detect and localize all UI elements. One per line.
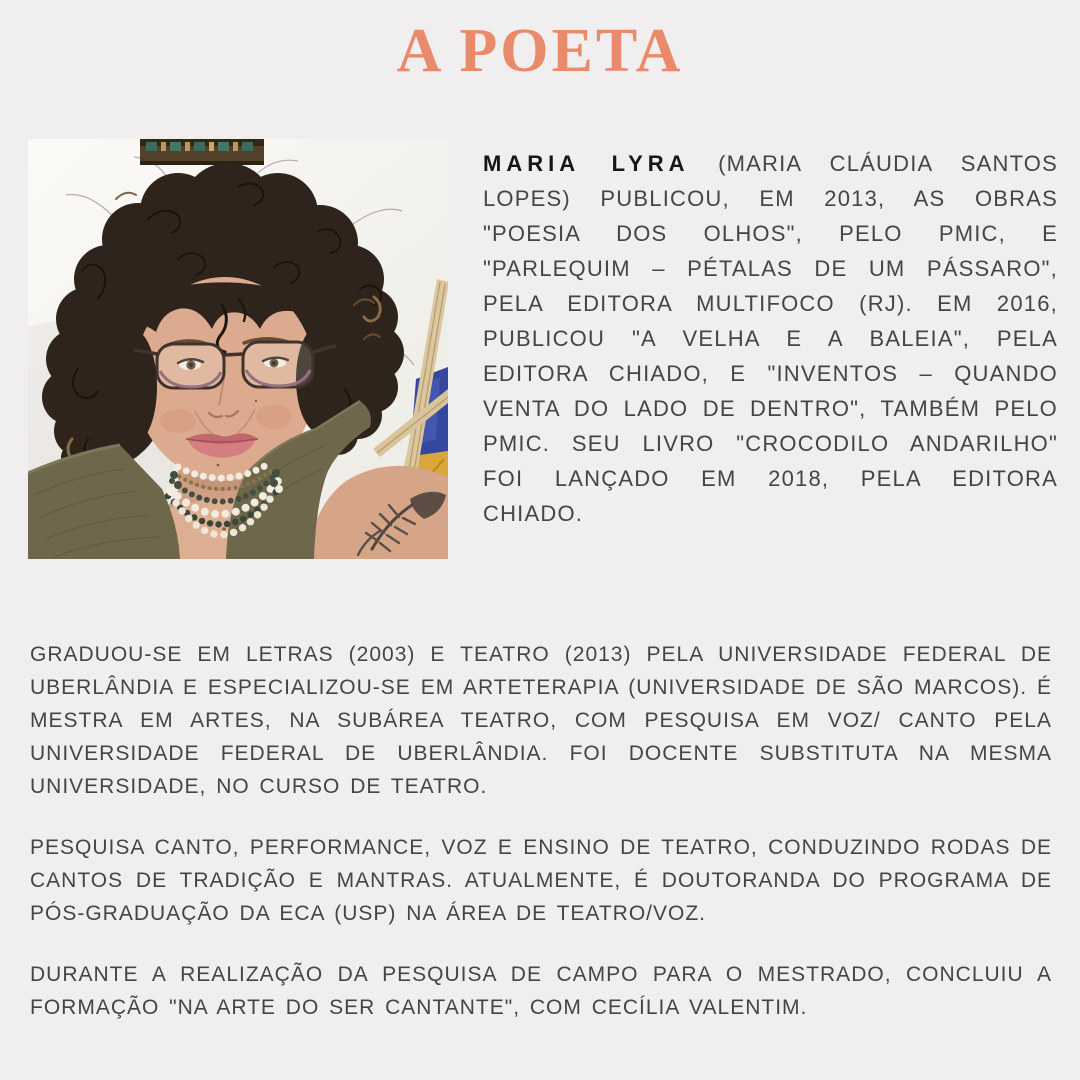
details-section xyxy=(30,638,1052,1052)
paragraph-training: DURANTE A REALIZAÇÃO DA PESQUISA DE CAMPO PARA O MESTRADO, CONCLUIU A FORMAÇÃO "NA ARTE DO SER CANTANTE", COM CECÍLIA VALENTIM. xyxy=(30,963,1052,1019)
paragraph-research: PESQUISA CANTO, PERFORMANCE, VOZ E ENSINO DE TEATRO, CONDUZINDO RODAS DE CANTOS DE TRADIÇÃO E MANTRAS. ATUALMENTE, É DOUTORANDA DO PROGRAMA DE PÓS-GRADUAÇÃO DA ECA (USP) NA ÁREA DE TEATRO/VOZ. xyxy=(30,836,1052,925)
person-name: MARIA LYRA xyxy=(483,151,690,176)
bio-paragraph xyxy=(483,146,1058,531)
wall-frame xyxy=(140,139,264,165)
bio-text: (MARIA CLÁUDIA SANTOS LOPES) PUBLICOU, EM 2013, AS OBRAS "POESIA DOS OLHOS", PELO PMIC, E "PARLEQUIM – PÉTALAS DE UM PÁSSARO", PELA EDITORA MULTIFOCO (RJ). EM 2016, PUBLICOU "A VELHA E A BALEIA", PELA EDITORA CHIADO, E "INVENTOS – QUANDO VENTA DO LADO DE DENTRO", TAMBÉM PELO PMIC. SEU LIVRO "CROCODILO ANDARILHO" FOI LANÇADO EM 2018, PELA EDITORA CHIADO. xyxy=(483,151,1058,526)
paragraph-education: GRADUOU-SE EM LETRAS (2003) E TEATRO (2013) PELA UNIVERSIDADE FEDERAL DE UBERLÂNDIA E ESPECIALIZOU-SE EM ARTETERAPIA (UNIVERSIDADE DE SÃO MARCOS). É MESTRA EM ARTES, NA SUBÁREA TEATRO, COM PESQUISA EM VOZ/ CANTO PELA UNIVERSIDADE FEDERAL DE UBERLÂNDIA. FOI DOCENTE SUBSTITUTA NA MESMA UNIVERSIDADE, NO CURSO DE TEATRO. xyxy=(30,643,1052,798)
page-title: A POETA xyxy=(396,17,684,85)
portrait-photo xyxy=(28,139,448,559)
portrait-illustration xyxy=(28,139,448,559)
